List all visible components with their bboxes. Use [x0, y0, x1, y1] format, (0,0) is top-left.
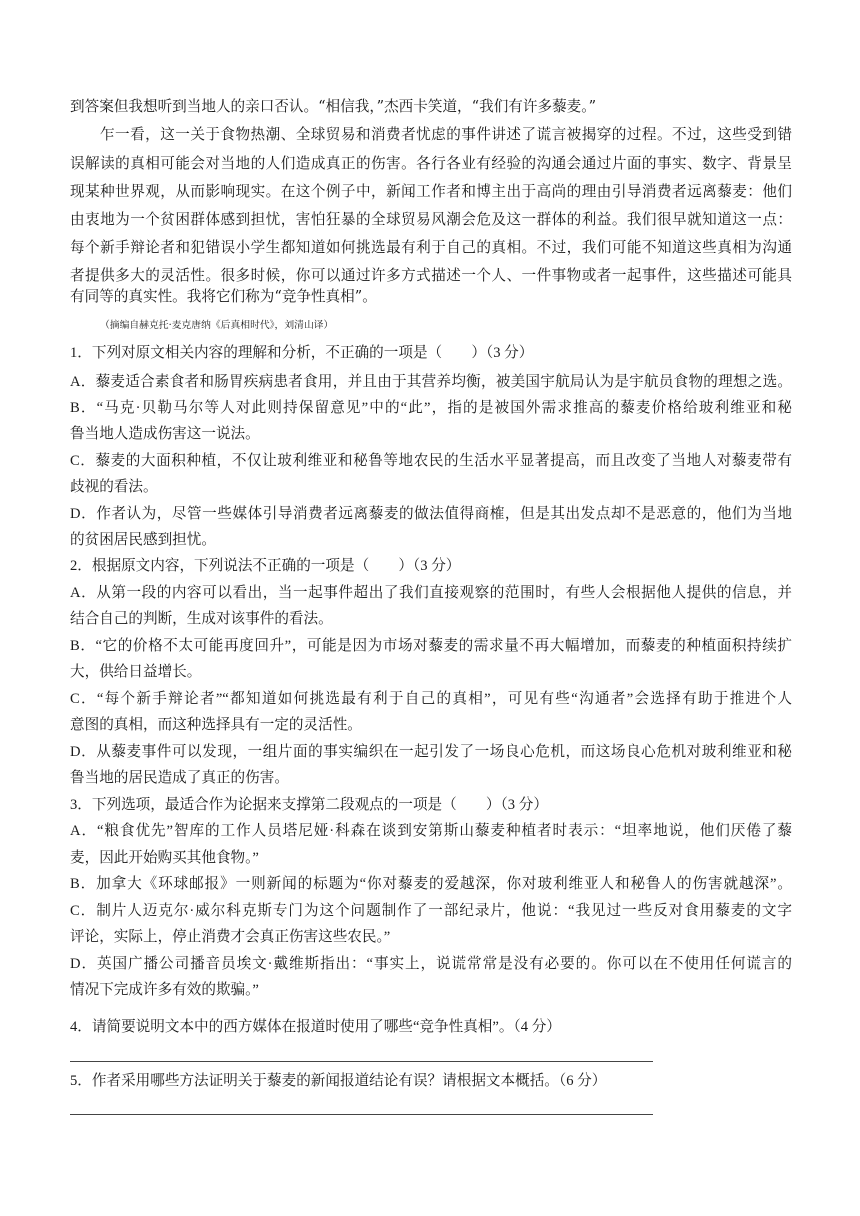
question-stem: 1．下列对原文相关内容的理解和分析，不正确的一项是（ ）（3 分）: [70, 345, 534, 361]
answer-line[interactable]: [70, 1061, 653, 1062]
option-line: 鲁当地人造成伤害这一说法。: [70, 426, 260, 442]
option-line: 麦，因此开始购买其他食物。”: [70, 850, 259, 866]
option-line: 结合自己的判断，生成对该事件的看法。: [70, 611, 333, 627]
passage-line: 误解读的真相可能会对当地的人们造成真正的伤害。各行各业有经验的沟通会通过片面的事实、数字、背景呈: [70, 155, 792, 172]
passage-line: 者提供多大的灵活性。很多时候，你可以通过许多方式描述一个人、一件事物或者一起事件，这些描述可能具: [70, 267, 792, 284]
answer-line[interactable]: [70, 1114, 653, 1115]
passage-line: 现某种世界观，从而影响现实。在这个例子中，新闻工作者和博主出于高尚的理由引导消费者远离藜麦：他们: [70, 183, 792, 200]
option-line: 情况下完成许多有效的欺骗。”: [70, 982, 259, 998]
option-line: 评论，实际上，停止消费才会真正伤害这些农民。”: [70, 929, 391, 945]
option-line: 意图的真相，而这种选择具有一定的灵活性。: [70, 717, 362, 733]
option-line: D．从藜麦事件可以发现，一组片面的事实编织在一起引发了一场良心危机，而这场良心危机对玻利维亚和秘: [70, 744, 792, 760]
option-line: C．藜麦的大面积种植，不仅让玻利维亚和秘鲁等地农民的生活水平显著提高，而且改变了当地人对藜麦带有: [70, 453, 792, 469]
option-line: A．从第一段的内容可以看出，当一起事件超出了我们直接观察的范围时，有些人会根据他人提供的信息，并: [70, 585, 792, 601]
option-line: B．加拿大《环球邮报》一则新闻的标题为“你对藜麦的爱越深，你对玻利维亚人和秘鲁人的伤害就越深”。: [70, 876, 792, 892]
option-line: B．“马克·贝勒马尔等人对此则持保留意见”中的“此”，指的是被国外需求推高的藜麦价格给玻利维亚和秘: [70, 400, 792, 416]
passage-line: 由衷地为一个贫困群体感到担忧，害怕狂暴的全球贸易风潮会危及这一群体的利益。我们很早就知道这一点：: [70, 211, 792, 228]
question-stem: 3．下列选项，最适合作为论据来支撑第二段观点的一项是（ ）（3 分）: [70, 797, 548, 813]
question-stem: 5．作者采用哪些方法证明关于藜麦的新闻报道结论有误？请根据文本概括。（6 分）: [70, 1073, 607, 1089]
passage-line: 乍一看，这一关于食物热潮、全球贸易和消费者忧虑的事件讲述了谎言被揭穿的过程。不过，这些受到错: [100, 126, 792, 143]
passage-line: 每个新手辩论者和犯错误小学生都知道如何挑选最有利于自己的真相。不过，我们可能不知道这些真相为沟通: [70, 239, 792, 256]
option-line: A．“粮食优先”智库的工作人员塔尼娅·科森在谈到安第斯山藜麦种植者时表示：“坦率地说，他们厌倦了藜: [70, 823, 792, 839]
option-line: 歧视的看法。: [70, 479, 158, 495]
option-line: C．“每个新手辩论者”“都知道如何挑选最有利于自己的真相”，可见有些“沟通者”会选择有助于推进个人: [70, 691, 792, 707]
option-line: 鲁当地的居民造成了真正的伤害。: [70, 770, 289, 786]
question-stem: 2．根据原文内容，下列说法不正确的一项是（ ）（3 分）: [70, 558, 461, 574]
option-line: 大，供给日益增长。: [70, 664, 202, 680]
option-line: C．制片人迈克尔·威尔科克斯专门为这个问题制作了一部纪录片，他说：“我见过一些反对食用藜麦的文字: [70, 903, 792, 919]
passage-source: （摘编自赫克托·麦克唐纳《后真相时代》，刘清山译）: [100, 320, 334, 331]
option-line: D．英国广播公司播音员埃文·戴维斯指出：“事实上，说谎常常是没有必要的。你可以在不使用任何谎言的: [70, 956, 792, 972]
option-line: 的贫困居民感到担忧。: [70, 532, 216, 548]
option-line: D．作者认为，尽管一些媒体引导消费者远离藜麦的做法值得商榷，但是其出发点却不是恶意的，他们为当地: [70, 506, 792, 522]
passage-line: 有同等的真实性。我将它们称为“竞争性真相”。: [70, 288, 377, 305]
question-stem: 4．请简要说明文本中的西方媒体在报道时使用了哪些“竞争性真相”。（4 分）: [70, 1019, 561, 1035]
option-line: A．藜麦适合素食者和肠胃疾病患者食用，并且由于其营养均衡，被美国宇航局认为是宇航员食物的理想之选。: [70, 374, 792, 390]
option-line: B．“它的价格不太可能再度回升”，可能是因为市场对藜麦的需求量不再大幅增加，而藜麦的种植面积持续扩: [70, 638, 792, 654]
passage-line: 到答案但我想听到当地人的亲口否认。“相信我，”杰西卡笑道，“我们有许多藜麦。”: [70, 98, 597, 115]
